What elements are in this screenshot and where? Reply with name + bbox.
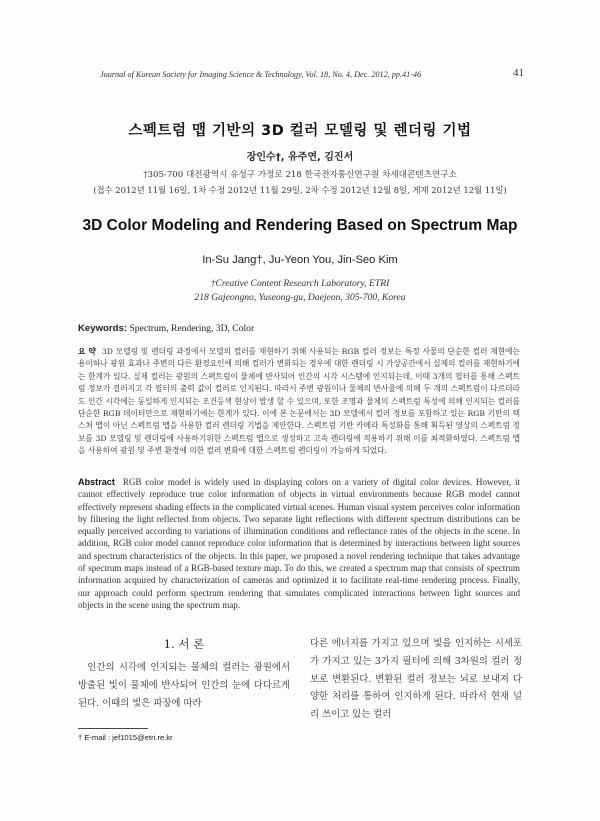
abstract-english-label: Abstract: [78, 477, 115, 487]
footnote-divider: [78, 728, 148, 729]
abstract-korean: [78, 346, 520, 458]
title-english: 3D Color Modeling and Rendering Based on Spectrum Map: [82, 217, 518, 234]
submission-dates: (접수 2012년 11월 16일, 1차 수정 2012년 11월 29일, 2차 수정 2012년 12월 8일, 게재 2012년 12월 11일): [93, 185, 507, 195]
keywords-label: Keywords:: [78, 323, 128, 334]
abstract-english-text: RGB color model is widely used in displaying colors on a variety of digital color devices. However, it cannot effectively reproduce true color information of objects in virtual environments because RGB model cannot effectively represent shading effects in the complicated virtual scenes. Human visual system perceives color information by filtering the light reflected from objects. Two separate light reflections with different spectrum distributions can be equally perceived according to variations of illumination conditions and reflectance rates of the objects in the scene. In addition, RGB color model cannot reproduce color information that is determined by interactions between light sources and spectrum characteristics of the objects. In this paper, we proposed a novel rendering technique that takes advantage of spectrum maps instead of a RGB-based texture map. To do this, we created a spectrum map that consists of spectrum information acquired by characterization of cameras and optimized it to facilitate real-time rendering process. Finally, our approach could perform spectrum rendering that simulates complicated interactions between light sources and objects in the scene using the spectrum map.: [78, 477, 520, 610]
affiliation-line-2: 218 Gajeongno, Yuseong-gu, Daejeon, 305-700, Korea: [194, 292, 406, 303]
abstract-english: [78, 476, 520, 611]
body-left-column: 인간의 시각에 인지되는 물체의 컬러는 광원에서 방출된 빛이 물체에 반사되어 인간의 눈에 다다르게 된다. 이때의 빛은 파장에 따라: [78, 662, 290, 709]
body-right-column: 다른 에너지를 가지고 있으며 빛을 인지하는 시세포가 가지고 있는 3가지 필터에 의해 3차원의 컬러 정보로 변환된다. 변환된 컬러 정보는 뇌로 보내져 다양한 처리를 통하여 인지하게 된다. 따라서 현재 널리 쓰이고 있는 컬러: [310, 638, 522, 721]
running-head: Journal of Korean Society for Imaging Science & Technology, Vol. 18, No. 4, Dec. 2012, pp.41-46: [100, 70, 422, 79]
page-number: 41: [513, 67, 524, 79]
footnote-email: † E-mail : jef1015@etri.re.kr: [78, 733, 173, 742]
affiliation-korean: †305-700 대전광역시 유성구 가정로 218 한국전자통신연구원 차세대콘텐츠연구소: [143, 170, 457, 180]
keywords: [78, 323, 254, 334]
keywords-text: Spectrum, Rendering, 3D, Color: [129, 323, 255, 334]
abstract-korean-text: 3D 모델링 및 렌더링 과정에서 모델의 컬러를 재현하기 위해 사용되는 RGB 컬러 정보는 특정 사물의 단순한 컬러 재현에는 용이하나 광원 효과나 주변의 다른 환경요인에 의해 컬러가 변화되는 경우에 대한 렌더링 시 가상공간에서 실제의 컬러를 재현하기에는 한계가 있다. 실제 컬러는 광원의 스펙트럼이 물체에 반사되어 인간의 시각 시스템에 인지되는데, 이때 3개의 필터를 통해 스펙트럼 정보가 걸러지고 각 필터의 출력 값이 컬러로 인지된다. 따라서 주변 광원이나 물체의 반사율에 의해 두 개의 스펙트럼이 다르더라도 인간 시각에는 동일하게 인지되는 조건등색 현상이 발생 할 수 있으며, 또한 조명과 물체의 스펙트럼 특성에 의해 인지되는 컬러를 단순한 RGB 데이터만으로 재현하기에는 한계가 있다. 이에 본 논문에서는 3D 모델에서 컬러 정보를 포함하고 있는 RGB 기반의 텍스쳐 맵이 아닌 스펙트럼 맵을 사용한 컬러 렌더링 기법을 제안한다. 스펙트럼 기반 카메라 특성화를 통해 획득된 영상의 스펙트럼 정보를 3D 모델링 및 렌더링에 사용하기위한 스펙트럼 맵으로 생성하고 고속 렌더링에 적용하기 위해 이를 최적화하였다. 스펙트럼 맵을 사용하여 광원 및 주변 환경에 의한 컬러 변화에 대한 스펙트럼 렌더링이 가능하게 되었다.: [78, 347, 521, 456]
affiliation-english: [0, 277, 600, 305]
affiliation-line-1: †Creative Content Research Laboratory, ETRI: [210, 278, 390, 289]
abstract-korean-label: 요 약: [78, 347, 96, 356]
authors-korean: 장인수†, 유주연, 김진서: [246, 152, 354, 163]
authors-english: In-Su Jang†, Ju-Yeon You, Jin-Seo Kim: [202, 254, 398, 266]
section-heading-introduction: 1. 서 론: [163, 637, 205, 651]
title-korean: 스펙트럼 맵 기반의 3D 컬러 모델링 및 렌더링 기법: [128, 123, 472, 139]
